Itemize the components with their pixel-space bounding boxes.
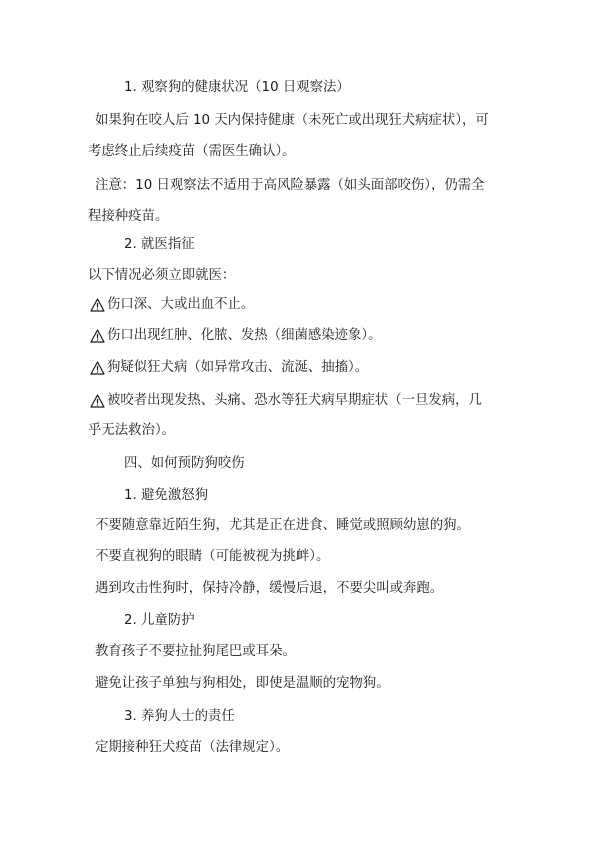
- part-heading: 四、如何预防狗咬伤: [124, 456, 245, 471]
- warning-triangle-icon: [90, 361, 105, 375]
- warning-text: 伤口出现红肿、化脓、发热（细菌感染迹象）。: [107, 328, 382, 343]
- paragraph-line: 考虑终止后续疫苗（需医生确认）。: [88, 144, 296, 159]
- subsection-heading: 1. 避免激怒狗: [124, 488, 208, 503]
- list-item: 遇到攻击性狗时，保持冷静，缓慢后退，不要尖叫或奔跑。: [95, 581, 444, 596]
- list-item: 定期接种狂犬疫苗（法律规定）。: [95, 740, 290, 755]
- warning-item: [90, 392, 482, 410]
- warning-triangle-icon: [90, 394, 105, 408]
- warning-item: [90, 296, 254, 314]
- warning-triangle-icon: [90, 298, 105, 312]
- warning-triangle-icon: [90, 329, 105, 343]
- warning-text: 被咬者出现发热、头痛、恐水等狂犬病早期症状（一旦发病，几: [107, 393, 482, 408]
- section-heading: 2. 就医指征: [124, 237, 195, 252]
- paragraph-line: 如果狗在咬人后 10 天内保持健康（未死亡或出现狂犬病症状），可: [95, 113, 489, 128]
- list-item: 不要直视狗的眼睛（可能被视为挑衅）。: [95, 549, 330, 564]
- warning-continuation: 乎无法救治）。: [88, 423, 176, 438]
- list-item: 避免让孩子单独与狗相处，即使是温顺的宠物狗。: [95, 676, 390, 691]
- subsection-heading: 2. 儿童防护: [124, 613, 195, 628]
- list-item: 不要随意靠近陌生狗，尤其是正在进食、睡觉或照顾幼崽的狗。: [95, 518, 470, 533]
- paragraph-line: 以下情况必须立即就医：: [88, 268, 236, 283]
- warning-text: 狗疑似狂犬病（如异常攻击、流涎、抽搐）。: [107, 360, 369, 375]
- warning-item: [90, 359, 368, 377]
- subsection-heading: 3. 养狗人士的责任: [124, 709, 235, 724]
- list-item: 教育孩子不要拉扯狗尾巴或耳朵。: [95, 644, 296, 659]
- note-line: 程接种疫苗。: [88, 209, 169, 224]
- warning-text: 伤口深、大或出血不止。: [107, 297, 255, 312]
- section-heading: 1. 观察狗的健康状况（10 日观察法）: [124, 80, 350, 95]
- note-line: 注意：10 日观察法不适用于高风险暴露（如头面部咬伤），仍需全: [95, 178, 485, 193]
- warning-item: [90, 327, 382, 345]
